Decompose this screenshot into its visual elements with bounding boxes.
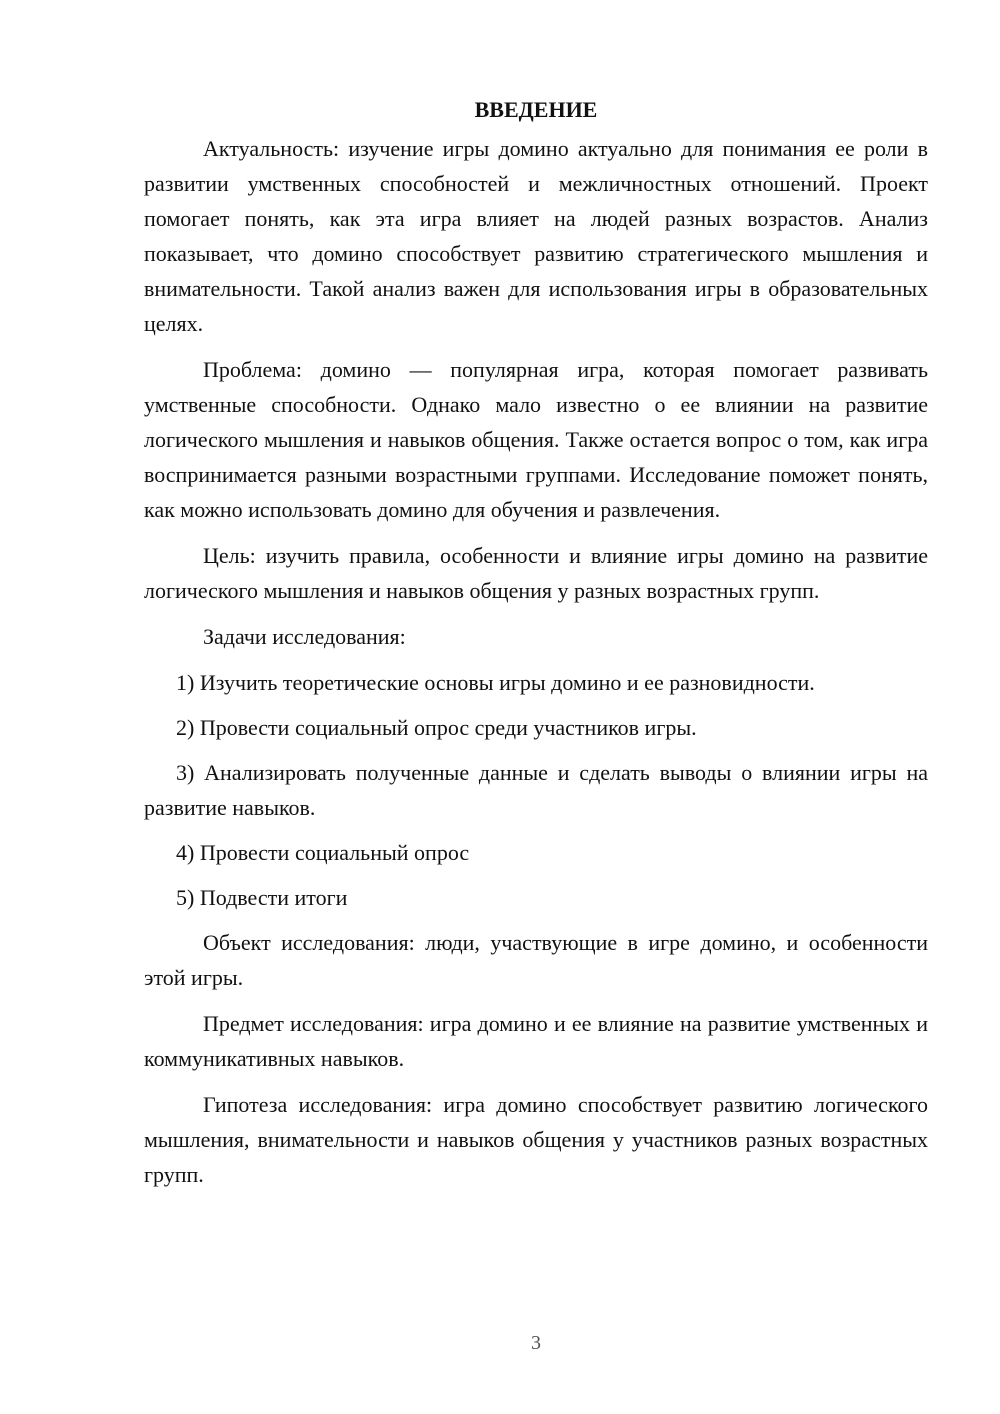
tasks-heading: Задачи исследования: [203,624,406,649]
page-title: ВВЕДЕНИЕ [474,97,598,122]
paragraph-relevance: Актуальность: изучение игры домино актуально для понимания ее роли в развитии умственных способностей и межличностных отношений. Проект помогает понять, как эта игра влияет на людей разных возрастов. Анализ показывает, что домино способствует развитию стратегического мышления и внимательности. Такой анализ важен для использования игры в образовательных целях. [144,136,928,336]
task-item: 4) Провести социальный опрос [176,840,470,865]
page-number: 3 [531,1332,541,1354]
task-item: 3) Анализировать полученные данные и сделать выводы о влиянии игры на развитие навыков. [144,760,928,820]
task-item: 2) Провести социальный опрос среди участников игры. [176,715,697,740]
paragraph-subject: Предмет исследования: игра домино и ее влияние на развитие умственных и коммуникативных навыков. [144,1011,928,1071]
task-item: 1) Изучить теоретические основы игры домино и ее разновидности. [176,670,815,695]
task-item: 5) Подвести итоги [176,885,348,910]
paragraph-hypothesis: Гипотеза исследования: игра домино способствует развитию логического мышления, внимательности и навыков общения у участников разных возрастных групп. [144,1092,928,1187]
paragraph-problem: Проблема: домино — популярная игра, которая помогает развивать умственные способности. Однако мало известно о ее влиянии на развитие логического мышления и навыков общения. Также остается вопрос о том, как игра воспринимается разными возрастными группами. Исследование поможет понять, как можно использовать домино для обучения и развлечения. [144,357,928,522]
paragraph-object: Объект исследования: люди, участвующие в игре домино, и особенности этой игры. [144,930,928,990]
page-content [144,92,928,1203]
paragraph-goal: Цель: изучить правила, особенности и влияние игры домино на развитие логического мышления и навыков общения у разных возрастных групп. [144,543,928,603]
